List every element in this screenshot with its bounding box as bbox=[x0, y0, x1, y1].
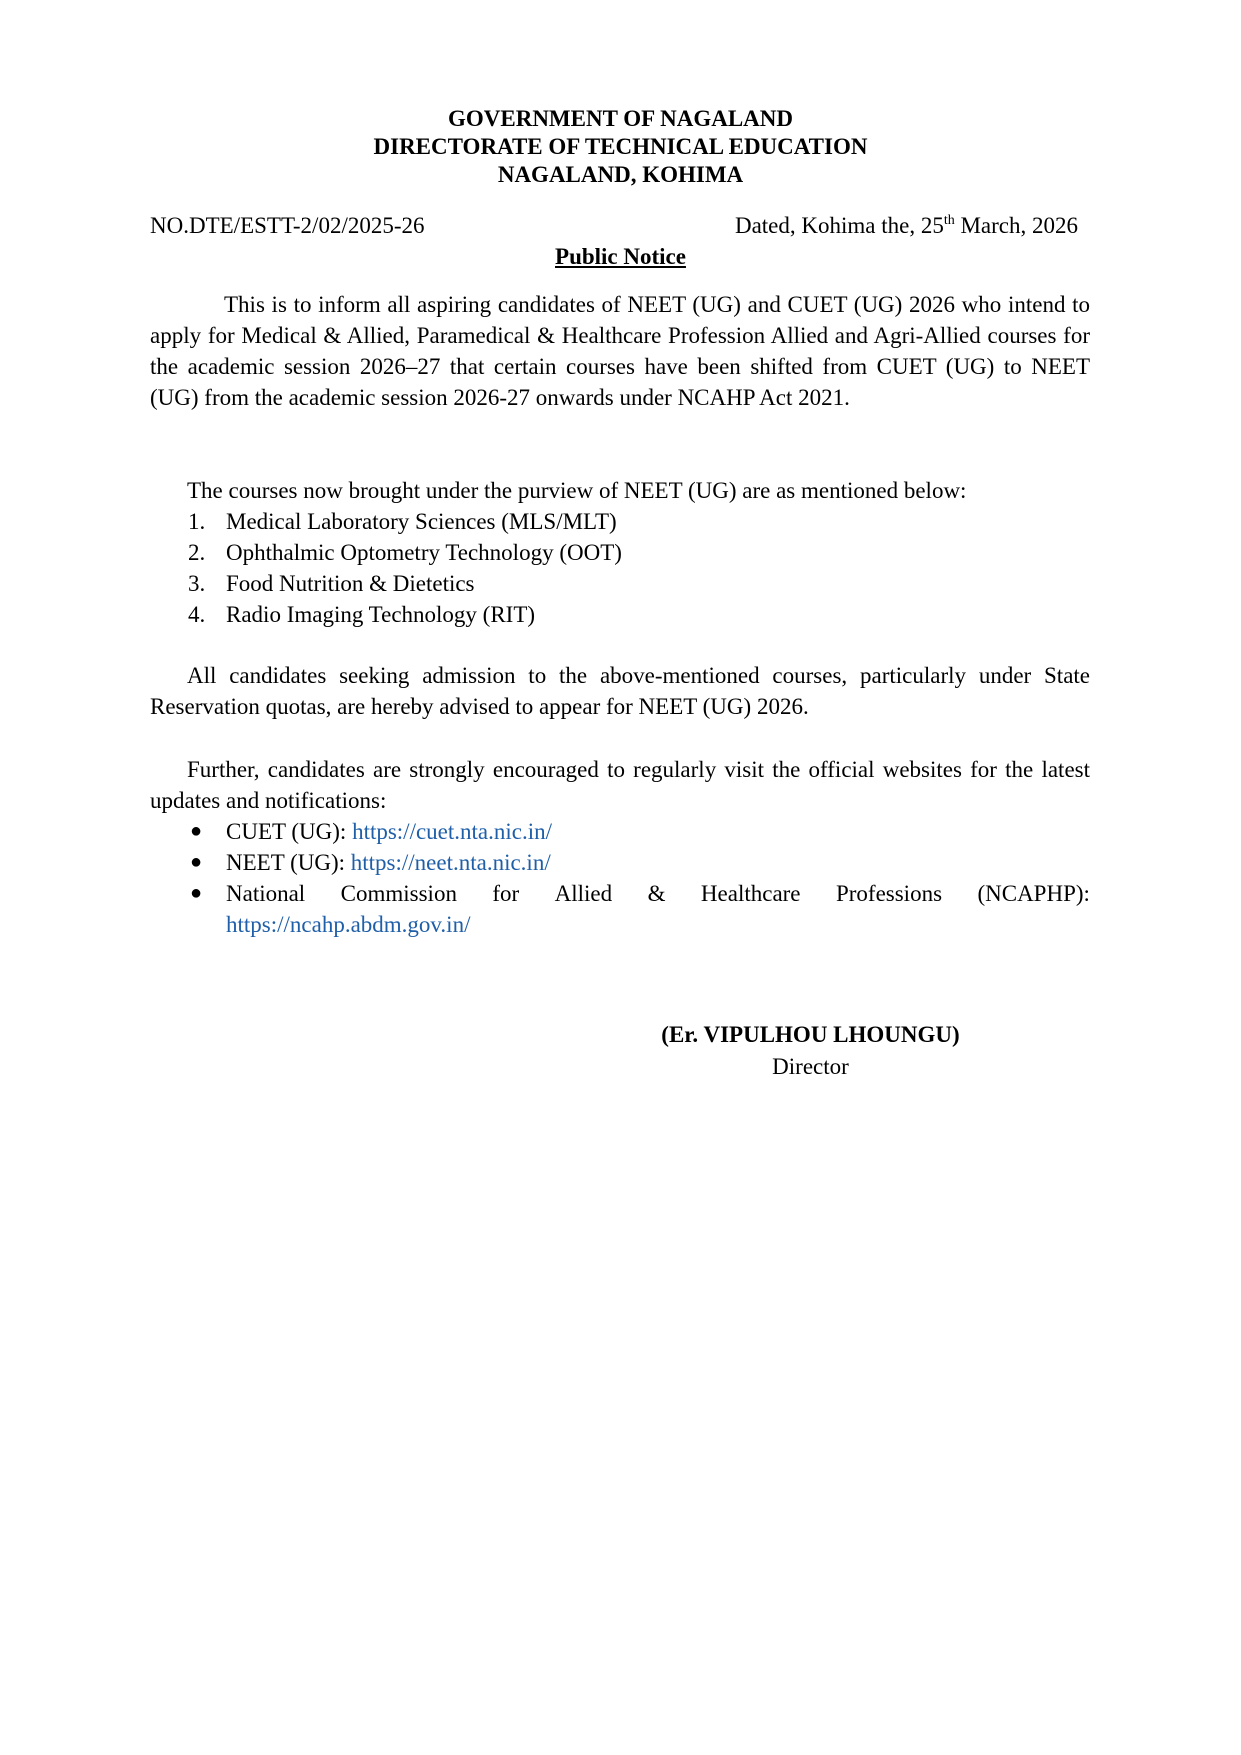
neet-link[interactable]: https://neet.nta.nic.in/ bbox=[350, 850, 551, 875]
label-word: Professions bbox=[835, 881, 943, 906]
paragraph-advisory bbox=[150, 660, 1090, 722]
ncahp-link[interactable]: https://ncahp.abdm.gov.in/ bbox=[226, 912, 471, 937]
label-word: & bbox=[647, 881, 666, 906]
date-rest: March, 2026 bbox=[954, 213, 1078, 238]
notice-title: Public Notice bbox=[555, 244, 686, 269]
paragraph-advisory-text: All candidates seeking admission to the above-mentioned courses, particularly under State Reservation quotas, are hereby advised to appear for NEET (UG) 2026. bbox=[150, 663, 1090, 719]
header-government: GOVERNMENT OF NAGALAND bbox=[447, 106, 793, 131]
label-word: National bbox=[226, 881, 306, 906]
list-item bbox=[150, 506, 1090, 537]
paragraph-websites-intro bbox=[150, 754, 1090, 816]
course-name: Radio Imaging Technology (RIT) bbox=[226, 602, 536, 627]
list-item bbox=[150, 599, 1090, 630]
course-list bbox=[150, 506, 1090, 630]
label-word: for bbox=[492, 881, 520, 906]
list-item bbox=[150, 816, 1090, 847]
course-name: Food Nutrition & Dietetics bbox=[226, 571, 475, 596]
label-word: (NCAPHP): bbox=[977, 881, 1090, 906]
label-word: Commission bbox=[340, 881, 457, 906]
paragraph-courses-intro bbox=[150, 475, 1090, 506]
paragraph-intro bbox=[150, 289, 1090, 413]
date-superscript: th bbox=[943, 213, 955, 228]
date-prefix: Dated, Kohima the, 25 bbox=[734, 213, 944, 238]
paragraph-websites-intro-text: Further, candidates are strongly encouraged to regularly visit the official websites for the latest updates and notifications: bbox=[150, 757, 1090, 813]
header-location: NAGALAND, KOHIMA bbox=[497, 162, 744, 187]
bullet-icon: ● bbox=[190, 851, 203, 873]
list-number: 1. bbox=[188, 509, 206, 534]
website-label: NEET (UG): bbox=[226, 850, 351, 875]
course-name: Medical Laboratory Sciences (MLS/MLT) bbox=[226, 509, 617, 534]
list-number: 2. bbox=[188, 540, 206, 565]
website-label-justified bbox=[226, 878, 1090, 909]
reference-number: NO.DTE/ESTT-2/02/2025-26 bbox=[150, 213, 425, 238]
list-item bbox=[150, 878, 1090, 940]
signatory-name: (Er. VIPULHOU LHOUNGU) bbox=[661, 1022, 960, 1047]
bullet-icon: ● bbox=[190, 882, 203, 904]
list-item bbox=[150, 537, 1090, 568]
paragraph-courses-intro-text: The courses now brought under the purview of NEET (UG) are as mentioned below: bbox=[187, 478, 967, 503]
label-word: Allied bbox=[554, 881, 613, 906]
header-directorate: DIRECTORATE OF TECHNICAL EDUCATION bbox=[373, 134, 868, 159]
notice-date bbox=[735, 211, 1078, 241]
list-number: 4. bbox=[188, 602, 206, 627]
list-number: 3. bbox=[188, 571, 206, 596]
paragraph-intro-text: This is to inform all aspiring candidates of NEET (UG) and CUET (UG) 2026 who intend to apply for Medical & Allied, Paramedical & Healthcare Profession Allied and Agri-Allied courses for the academic session 2026–27 that certain courses have been shifted from CUET (UG) to NEET (UG) from the academic session 2026-27 onwards under NCAHP Act 2021. bbox=[150, 292, 1090, 410]
course-name: Ophthalmic Optometry Technology (OOT) bbox=[226, 540, 622, 565]
website-label: CUET (UG): bbox=[226, 819, 353, 844]
list-item bbox=[150, 847, 1090, 878]
website-list bbox=[150, 816, 1090, 940]
cuet-link[interactable]: https://cuet.nta.nic.in/ bbox=[352, 819, 552, 844]
bullet-icon: ● bbox=[190, 820, 203, 842]
signatory-title: Director bbox=[772, 1054, 849, 1079]
label-word: Healthcare bbox=[700, 881, 801, 906]
list-item bbox=[150, 568, 1090, 599]
